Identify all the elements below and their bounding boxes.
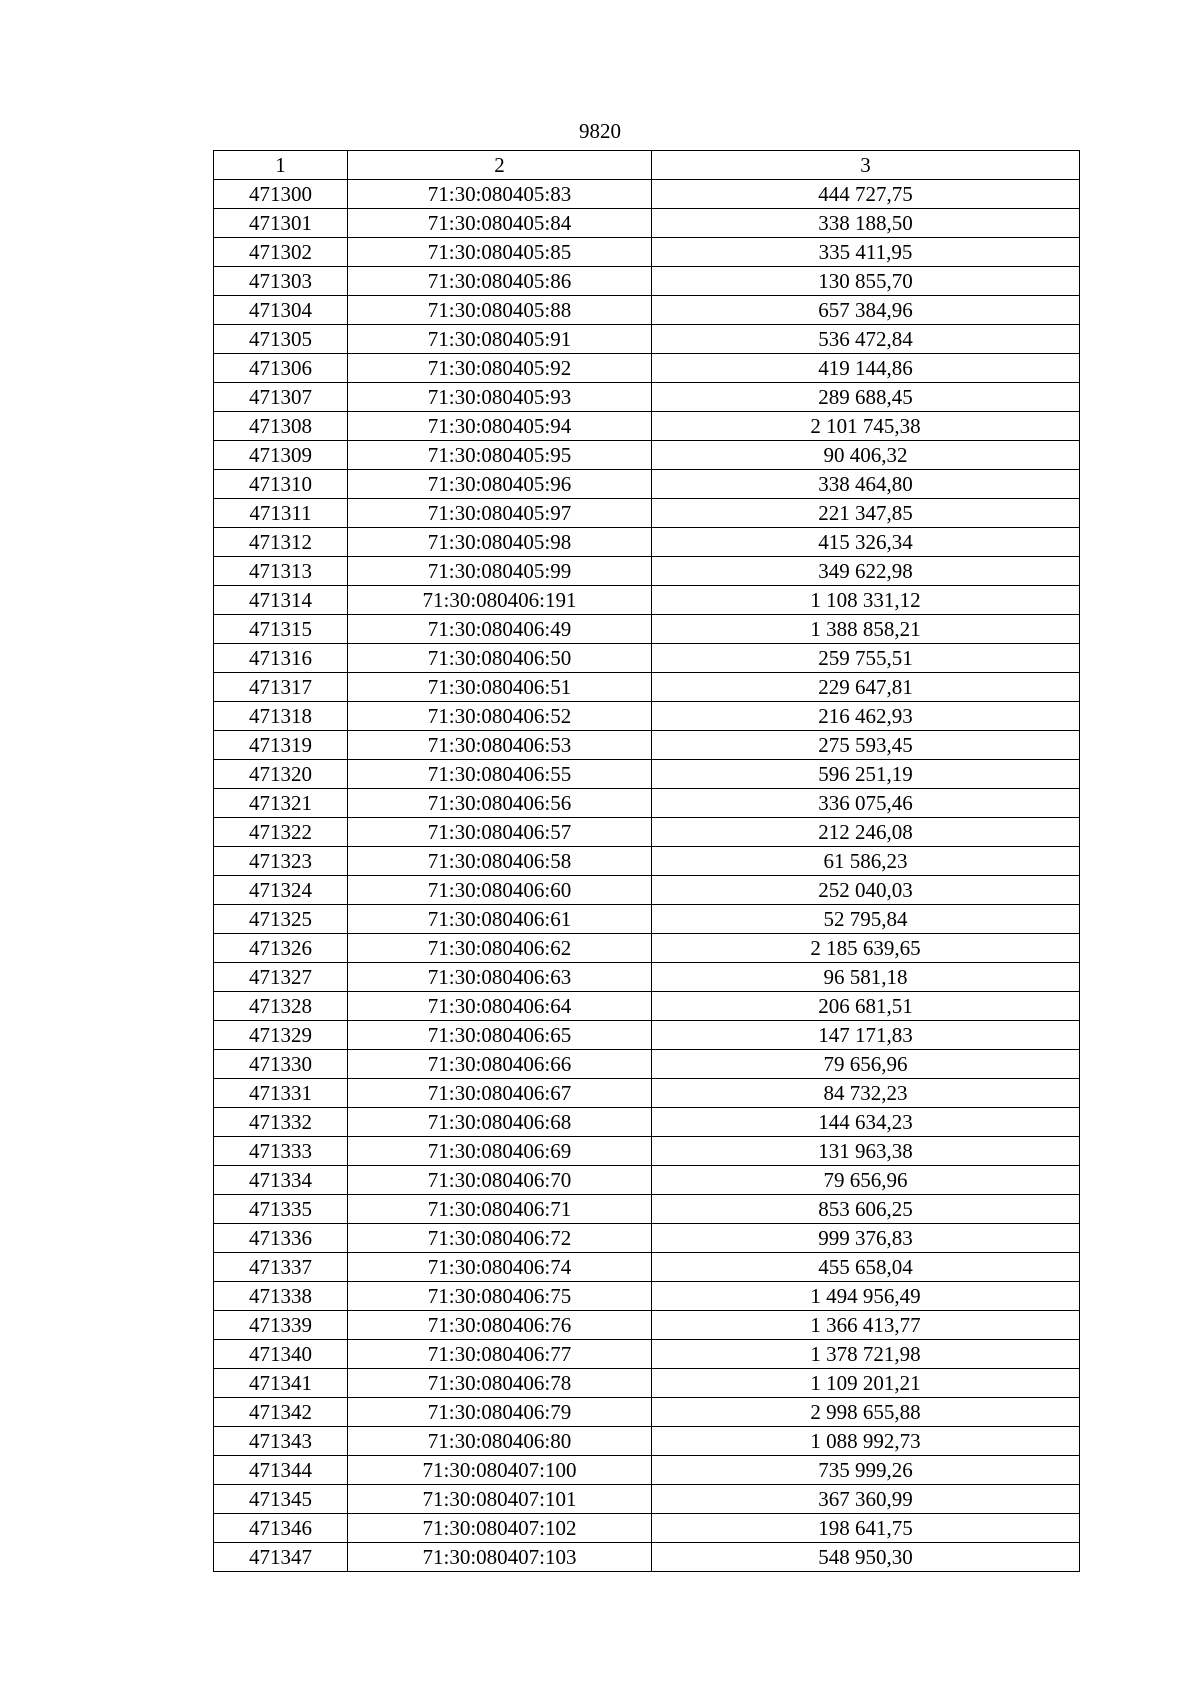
cadastral-number-cell: 71:30:080406:66 — [348, 1050, 652, 1079]
value-cell: 338 188,50 — [652, 209, 1080, 238]
row-number-cell: 471309 — [214, 441, 348, 470]
table-row — [214, 1398, 1080, 1427]
table-row — [214, 673, 1080, 702]
value-cell: 444 727,75 — [652, 180, 1080, 209]
value-cell: 735 999,26 — [652, 1456, 1080, 1485]
table-row — [214, 876, 1080, 905]
value-cell: 52 795,84 — [652, 905, 1080, 934]
table-header — [214, 151, 1080, 180]
row-number-cell: 471344 — [214, 1456, 348, 1485]
row-number-cell: 471312 — [214, 528, 348, 557]
row-number-cell: 471345 — [214, 1485, 348, 1514]
table-row — [214, 383, 1080, 412]
cadastral-number-cell: 71:30:080405:83 — [348, 180, 652, 209]
value-cell: 1 378 721,98 — [652, 1340, 1080, 1369]
table-row — [214, 1311, 1080, 1340]
row-number-cell: 471302 — [214, 238, 348, 267]
row-number-cell: 471332 — [214, 1108, 348, 1137]
row-number-cell: 471300 — [214, 180, 348, 209]
cadastral-number-cell: 71:30:080405:97 — [348, 499, 652, 528]
row-number-cell: 471316 — [214, 644, 348, 673]
cadastral-number-cell: 71:30:080405:85 — [348, 238, 652, 267]
cadastral-number-cell: 71:30:080406:50 — [348, 644, 652, 673]
value-cell: 2 185 639,65 — [652, 934, 1080, 963]
row-number-cell: 471325 — [214, 905, 348, 934]
cadastral-number-cell: 71:30:080405:94 — [348, 412, 652, 441]
cadastral-number-cell: 71:30:080406:58 — [348, 847, 652, 876]
cadastral-number-cell: 71:30:080406:78 — [348, 1369, 652, 1398]
table-row — [214, 963, 1080, 992]
row-number-cell: 471337 — [214, 1253, 348, 1282]
table-row — [214, 1340, 1080, 1369]
column-header-3: 3 — [652, 151, 1080, 180]
row-number-cell: 471315 — [214, 615, 348, 644]
value-cell: 259 755,51 — [652, 644, 1080, 673]
cadastral-number-cell: 71:30:080406:68 — [348, 1108, 652, 1137]
table-row — [214, 644, 1080, 673]
value-cell: 1 109 201,21 — [652, 1369, 1080, 1398]
table-row — [214, 1079, 1080, 1108]
row-number-cell: 471310 — [214, 470, 348, 499]
cadastral-number-cell: 71:30:080406:80 — [348, 1427, 652, 1456]
table-row — [214, 1456, 1080, 1485]
cadastral-number-cell: 71:30:080406:57 — [348, 818, 652, 847]
column-header-2: 2 — [348, 151, 652, 180]
table-row — [214, 731, 1080, 760]
table-row — [214, 702, 1080, 731]
value-cell: 147 171,83 — [652, 1021, 1080, 1050]
cadastral-number-cell: 71:30:080406:70 — [348, 1166, 652, 1195]
cadastral-number-cell: 71:30:080406:64 — [348, 992, 652, 1021]
row-number-cell: 471334 — [214, 1166, 348, 1195]
cadastral-number-cell: 71:30:080405:99 — [348, 557, 652, 586]
cadastral-number-cell: 71:30:080405:93 — [348, 383, 652, 412]
row-number-cell: 471335 — [214, 1195, 348, 1224]
table-row — [214, 1369, 1080, 1398]
value-cell: 84 732,23 — [652, 1079, 1080, 1108]
page-number: 9820 — [579, 119, 621, 143]
value-cell: 536 472,84 — [652, 325, 1080, 354]
table-row — [214, 325, 1080, 354]
value-cell: 96 581,18 — [652, 963, 1080, 992]
value-cell: 853 606,25 — [652, 1195, 1080, 1224]
table-row — [214, 1195, 1080, 1224]
value-cell: 2 101 745,38 — [652, 412, 1080, 441]
data-table — [213, 150, 1080, 1572]
row-number-cell: 471321 — [214, 789, 348, 818]
value-cell: 216 462,93 — [652, 702, 1080, 731]
cadastral-number-cell: 71:30:080405:88 — [348, 296, 652, 325]
table-row — [214, 1050, 1080, 1079]
table-row — [214, 1485, 1080, 1514]
cadastral-number-cell: 71:30:080406:71 — [348, 1195, 652, 1224]
row-number-cell: 471329 — [214, 1021, 348, 1050]
cadastral-number-cell: 71:30:080406:77 — [348, 1340, 652, 1369]
row-number-cell: 471304 — [214, 296, 348, 325]
table-row — [214, 557, 1080, 586]
table-row — [214, 760, 1080, 789]
value-cell: 419 144,86 — [652, 354, 1080, 383]
value-cell: 252 040,03 — [652, 876, 1080, 905]
cadastral-number-cell: 71:30:080406:62 — [348, 934, 652, 963]
table-body — [214, 180, 1080, 1572]
value-cell: 198 641,75 — [652, 1514, 1080, 1543]
value-cell: 1 088 992,73 — [652, 1427, 1080, 1456]
table-row — [214, 412, 1080, 441]
table-row — [214, 1224, 1080, 1253]
row-number-cell: 471308 — [214, 412, 348, 441]
value-cell: 130 855,70 — [652, 267, 1080, 296]
value-cell: 367 360,99 — [652, 1485, 1080, 1514]
value-cell: 349 622,98 — [652, 557, 1080, 586]
row-number-cell: 471324 — [214, 876, 348, 905]
cadastral-number-cell: 71:30:080406:49 — [348, 615, 652, 644]
cadastral-number-cell: 71:30:080405:95 — [348, 441, 652, 470]
table-row — [214, 238, 1080, 267]
table-row — [214, 499, 1080, 528]
row-number-cell: 471333 — [214, 1137, 348, 1166]
cadastral-number-cell: 71:30:080406:75 — [348, 1282, 652, 1311]
value-cell: 289 688,45 — [652, 383, 1080, 412]
row-number-cell: 471343 — [214, 1427, 348, 1456]
table-row — [214, 267, 1080, 296]
row-number-cell: 471338 — [214, 1282, 348, 1311]
cadastral-number-cell: 71:30:080406:72 — [348, 1224, 652, 1253]
value-cell: 335 411,95 — [652, 238, 1080, 267]
cadastral-number-cell: 71:30:080406:63 — [348, 963, 652, 992]
cadastral-number-cell: 71:30:080406:79 — [348, 1398, 652, 1427]
value-cell: 336 075,46 — [652, 789, 1080, 818]
value-cell: 2 998 655,88 — [652, 1398, 1080, 1427]
cadastral-number-cell: 71:30:080405:98 — [348, 528, 652, 557]
row-number-cell: 471322 — [214, 818, 348, 847]
cadastral-number-cell: 71:30:080406:61 — [348, 905, 652, 934]
table-row — [214, 296, 1080, 325]
table-row — [214, 905, 1080, 934]
cadastral-number-cell: 71:30:080405:86 — [348, 267, 652, 296]
cadastral-number-cell: 71:30:080405:91 — [348, 325, 652, 354]
table-row — [214, 1514, 1080, 1543]
row-number-cell: 471320 — [214, 760, 348, 789]
value-cell: 131 963,38 — [652, 1137, 1080, 1166]
cadastral-number-cell: 71:30:080406:191 — [348, 586, 652, 615]
table-row — [214, 1282, 1080, 1311]
row-number-cell: 471326 — [214, 934, 348, 963]
cadastral-number-cell: 71:30:080407:101 — [348, 1485, 652, 1514]
row-number-cell: 471347 — [214, 1543, 348, 1572]
cadastral-number-cell: 71:30:080406:53 — [348, 731, 652, 760]
cadastral-number-cell: 71:30:080407:102 — [348, 1514, 652, 1543]
cadastral-number-cell: 71:30:080406:76 — [348, 1311, 652, 1340]
cadastral-number-cell: 71:30:080407:103 — [348, 1543, 652, 1572]
cadastral-number-cell: 71:30:080406:56 — [348, 789, 652, 818]
cadastral-number-cell: 71:30:080407:100 — [348, 1456, 652, 1485]
row-number-cell: 471306 — [214, 354, 348, 383]
cadastral-number-cell: 71:30:080406:65 — [348, 1021, 652, 1050]
value-cell: 90 406,32 — [652, 441, 1080, 470]
table-row — [214, 992, 1080, 1021]
column-header-1: 1 — [214, 151, 348, 180]
table-row — [214, 847, 1080, 876]
value-cell: 1 108 331,12 — [652, 586, 1080, 615]
value-cell: 221 347,85 — [652, 499, 1080, 528]
header-row — [214, 151, 1080, 180]
table-row — [214, 818, 1080, 847]
row-number-cell: 471307 — [214, 383, 348, 412]
table-row — [214, 1427, 1080, 1456]
table-row — [214, 1021, 1080, 1050]
row-number-cell: 471323 — [214, 847, 348, 876]
row-number-cell: 471313 — [214, 557, 348, 586]
row-number-cell: 471342 — [214, 1398, 348, 1427]
table-row — [214, 209, 1080, 238]
value-cell: 229 647,81 — [652, 673, 1080, 702]
value-cell: 548 950,30 — [652, 1543, 1080, 1572]
table-row — [214, 789, 1080, 818]
row-number-cell: 471330 — [214, 1050, 348, 1079]
row-number-cell: 471328 — [214, 992, 348, 1021]
value-cell: 455 658,04 — [652, 1253, 1080, 1282]
row-number-cell: 471346 — [214, 1514, 348, 1543]
table-row — [214, 441, 1080, 470]
value-cell: 79 656,96 — [652, 1050, 1080, 1079]
table-row — [214, 934, 1080, 963]
table-row — [214, 180, 1080, 209]
value-cell: 596 251,19 — [652, 760, 1080, 789]
table-row — [214, 528, 1080, 557]
row-number-cell: 471339 — [214, 1311, 348, 1340]
row-number-cell: 471340 — [214, 1340, 348, 1369]
table-row — [214, 1253, 1080, 1282]
value-cell: 144 634,23 — [652, 1108, 1080, 1137]
table-row — [214, 615, 1080, 644]
row-number-cell: 471314 — [214, 586, 348, 615]
cadastral-number-cell: 71:30:080406:67 — [348, 1079, 652, 1108]
value-cell: 657 384,96 — [652, 296, 1080, 325]
value-cell: 338 464,80 — [652, 470, 1080, 499]
table-row — [214, 1108, 1080, 1137]
cadastral-number-cell: 71:30:080405:92 — [348, 354, 652, 383]
cadastral-number-cell: 71:30:080406:52 — [348, 702, 652, 731]
table-row — [214, 1543, 1080, 1572]
cadastral-number-cell: 71:30:080406:74 — [348, 1253, 652, 1282]
table-row — [214, 586, 1080, 615]
row-number-cell: 471303 — [214, 267, 348, 296]
cadastral-number-cell: 71:30:080406:69 — [348, 1137, 652, 1166]
cadastral-number-cell: 71:30:080406:55 — [348, 760, 652, 789]
value-cell: 1 388 858,21 — [652, 615, 1080, 644]
row-number-cell: 471311 — [214, 499, 348, 528]
row-number-cell: 471318 — [214, 702, 348, 731]
cadastral-number-cell: 71:30:080405:84 — [348, 209, 652, 238]
row-number-cell: 471301 — [214, 209, 348, 238]
row-number-cell: 471336 — [214, 1224, 348, 1253]
table-row — [214, 354, 1080, 383]
table-row — [214, 1137, 1080, 1166]
value-cell: 79 656,96 — [652, 1166, 1080, 1195]
row-number-cell: 471317 — [214, 673, 348, 702]
value-cell: 275 593,45 — [652, 731, 1080, 760]
row-number-cell: 471327 — [214, 963, 348, 992]
table-row — [214, 470, 1080, 499]
row-number-cell: 471305 — [214, 325, 348, 354]
value-cell: 999 376,83 — [652, 1224, 1080, 1253]
value-cell: 212 246,08 — [652, 818, 1080, 847]
value-cell: 1 366 413,77 — [652, 1311, 1080, 1340]
cadastral-number-cell: 71:30:080406:60 — [348, 876, 652, 905]
value-cell: 61 586,23 — [652, 847, 1080, 876]
value-cell: 206 681,51 — [652, 992, 1080, 1021]
cadastral-number-cell: 71:30:080406:51 — [348, 673, 652, 702]
row-number-cell: 471341 — [214, 1369, 348, 1398]
table-row — [214, 1166, 1080, 1195]
row-number-cell: 471331 — [214, 1079, 348, 1108]
cadastral-number-cell: 71:30:080405:96 — [348, 470, 652, 499]
value-cell: 415 326,34 — [652, 528, 1080, 557]
value-cell: 1 494 956,49 — [652, 1282, 1080, 1311]
row-number-cell: 471319 — [214, 731, 348, 760]
